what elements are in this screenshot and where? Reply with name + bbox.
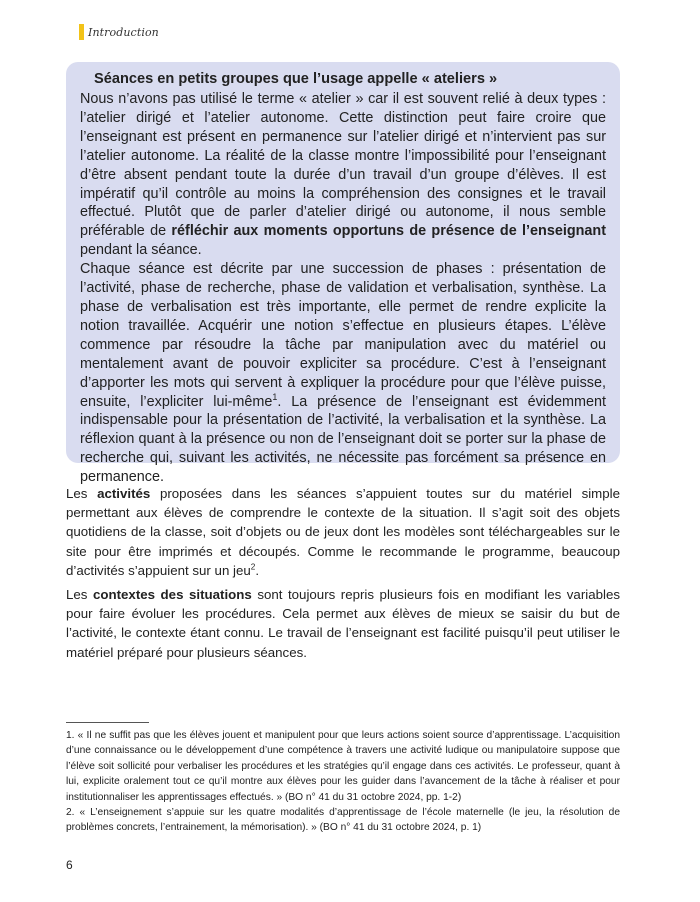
footnotes: [66, 728, 620, 836]
page-number: 6: [66, 858, 73, 872]
callout-title: Séances en petits groupes que l’usage appelle « ateliers »: [94, 71, 498, 87]
running-header: [79, 24, 159, 40]
footnote-1: 1. « Il ne suffit pas que les élèves jouent et manipulent pour que leurs actions soient source d’apprentissage. L’acquisition d’une connaissance ou le développement d’une compétence à travers une activité ludique ou manipulatoire suppose que l’élève soit sollicité pour verbaliser les procédures et les stratégies qu’il engage dans ces activités. Le professeur, quant à lui, explicite oralement tout ce qu’il montre aux élèves pour les guider dans l’avancement de la tâche à réaliser et pour institutionnaliser les apprentissages effectués. » (BO n° 41 du 31 octobre 2024, pp. 1-2): [66, 730, 620, 803]
callout-paragraph-2: Chaque séance est décrite par une succession de phases : présentation de l’activité, phase de recherche, phase de validation et verbalisation, synthèse. La phase de verbalisation est très importante, elle permet de rendre explicite la notion travaillée. Acquérir une notion s’effectue en plusieurs étapes. L’élève commence par résoudre la tâche par manipulation avec du matériel ou mentalement avant de pouvoir expliciter sa procédure. C’est à l’enseignant d’apporter les mots qui servent à expliquer la procédure pour que l’élève puisse, ensuite, l’expliciter lui-même$^1$. La présence de l’enseignant est évidemment indispensable pour la présentation de l’activité, la verbalisation et la synthèse. La réflexion quant à la présence ou non de l’enseignant doit se porter sur la phase de recherche qui, suivant les activités, ne nécessite pas forcément sa présence en permanence.: [80, 261, 606, 486]
emphasis-activites: activités: [97, 486, 151, 501]
main-text: [66, 484, 620, 667]
paragraph-contextes: Les contextes des situations sont toujours repris plusieurs fois en modifiant les variables pour faire évoluer les procédures. Cela permet aux élèves de mieux se saisir du but de l’activité, le contexte étant connu. Le travail de l’enseignant est facilité puisqu’il peut utiliser le matériel préparé pour plusieurs séances.: [66, 587, 620, 660]
callout-emphasis: réfléchir aux moments opportuns de présence de l’enseignant: [171, 223, 606, 240]
footnote-separator: [66, 722, 149, 723]
footnote-ref-2: 2: [250, 562, 256, 572]
ateliers-callout-box: [66, 62, 620, 486]
footnote-ref-1: 1: [272, 391, 278, 402]
paragraph-activites: Les activités proposées dans les séances s’appuient toutes sur du matériel simple permettant aux élèves de comprendre le contexte de la situation. Il s’agit soit des objets quotidiens de la classe, soit d’objets ou de jeux dont les modèles sont téléchargeables sur le site pour être imprimés et découpés. Comme le recommande le programme, beaucoup d’activités s’appuient sur un jeu$^2$.: [66, 486, 621, 578]
header-label: Introduction: [88, 25, 159, 39]
header-accent-bar: [79, 24, 84, 40]
emphasis-contextes: contextes des situations: [92, 587, 252, 603]
footnote-2: 2. « L’enseignement s’appuie sur les quatre modalités d’apprentissage de l’école maternelle (le jeu, la résolution de problèmes concrets, l’entrainement, la mémorisation). » (BO n° 41 du 31 octobre 2024, p. 1): [66, 807, 620, 834]
callout-paragraph-1: Nous n’avons pas utilisé le terme « atelier » car il est souvent relié à deux types : l’atelier dirigé et l’atelier autonome. Cette distinction peut faire croire que l’enseignant est présent en permanence sur l’atelier dirigé et n’intervient pas sur l’atelier autonome. La réalité de la classe montre l’impossibilité pour l’enseignant d’être absent pendant toute la durée d’un travail d’un groupe d’élèves. Il est impératif qu’il contrôle au moins la compréhension des consignes et le travail effectué. Plutôt que de parler d’atelier dirigé ou autonome, il nous semble préférable de réfléchir aux moments opportuns de présence de l’enseignant pendant la séance.: [80, 91, 606, 259]
